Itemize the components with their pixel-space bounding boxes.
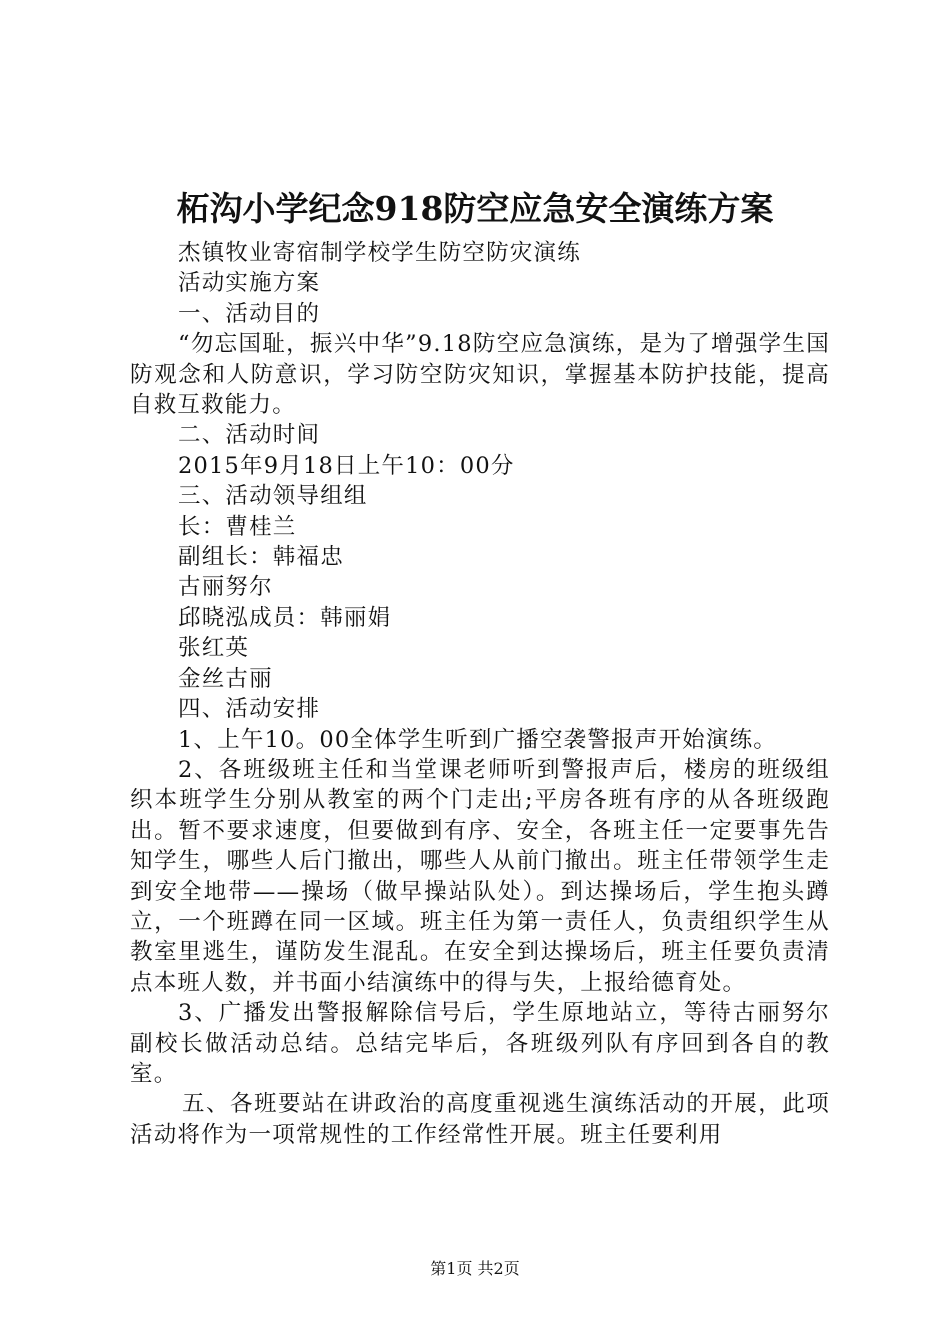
arrangement-item-3: 3、广播发出警报解除信号后，学生原地站立，等待古丽努尔副校长做活动总结。总结完毕后，各班级列队有序回到各自的教室。: [130, 1000, 830, 1087]
member-name: 张红英: [178, 635, 250, 662]
member-name: 金丝古丽: [178, 665, 273, 692]
section-heading-time: 二、活动时间: [178, 422, 321, 449]
arrangement-item-2: 2、各班级班主任和当堂课老师听到警报声后，楼房的班级组织本班学生分别从教室的两个门走出;平房各班有序的从各班级跑出。暂不要求速度，但要做到有序、安全，各班主任一定要事先告知学生，哪些人后门撤出，哪些人从前门撤出。班主任带领学生走到安全地带——操场（做早操站队处）。到达操场后，学生抱头蹲立，一个班蹲在同一区域。班主任为第一责任人，负责组织学生从教室里逃生，谨防发生混乱。在安全到达操场后，班主任要负责清点本班人数，并书面小结演练中的得与失，上报给德育处。: [130, 756, 830, 996]
leader-line: 长：曹桂兰: [178, 513, 297, 540]
document-body: [130, 238, 830, 1150]
activity-time: 2015年9月18日上午10：00分: [178, 452, 515, 479]
purpose-paragraph: “勿忘国耻，振兴中华”9.18防空应急演练，是为了增强学生国防观念和人防意识，学习防空防灾知识，掌握基本防护技能，提高自救互救能力。: [130, 331, 830, 419]
deputy-leader-name: 古丽努尔: [178, 574, 273, 601]
deputy-leader-line: 副组长：韩福忠: [178, 544, 344, 571]
school-name-line: 杰镇牧业寄宿制学校学生防空防灾演练: [178, 240, 581, 266]
members-line: 邱晓泓成员：韩丽娟: [178, 604, 392, 631]
section-heading-leadership: 三、活动领导组组: [178, 483, 368, 510]
section-heading-purpose: 一、活动目的: [178, 300, 321, 327]
section-five-paragraph: 五、各班要站在讲政治的高度重视逃生演练活动的开展，此项活动将作为一项常规性的工作经常性开展。班主任要利用: [130, 1091, 830, 1148]
page-footer: 第1页 共2页: [430, 1259, 520, 1278]
section-heading-arrangement: 四、活动安排: [178, 696, 321, 723]
plan-subtitle: 活动实施方案: [178, 270, 321, 297]
arrangement-item-1: 1、上午10。00全体学生听到广播空袭警报声开始演练。: [178, 726, 777, 753]
document-title: 柘沟小学纪念918防空应急安全演练方案: [176, 189, 774, 228]
